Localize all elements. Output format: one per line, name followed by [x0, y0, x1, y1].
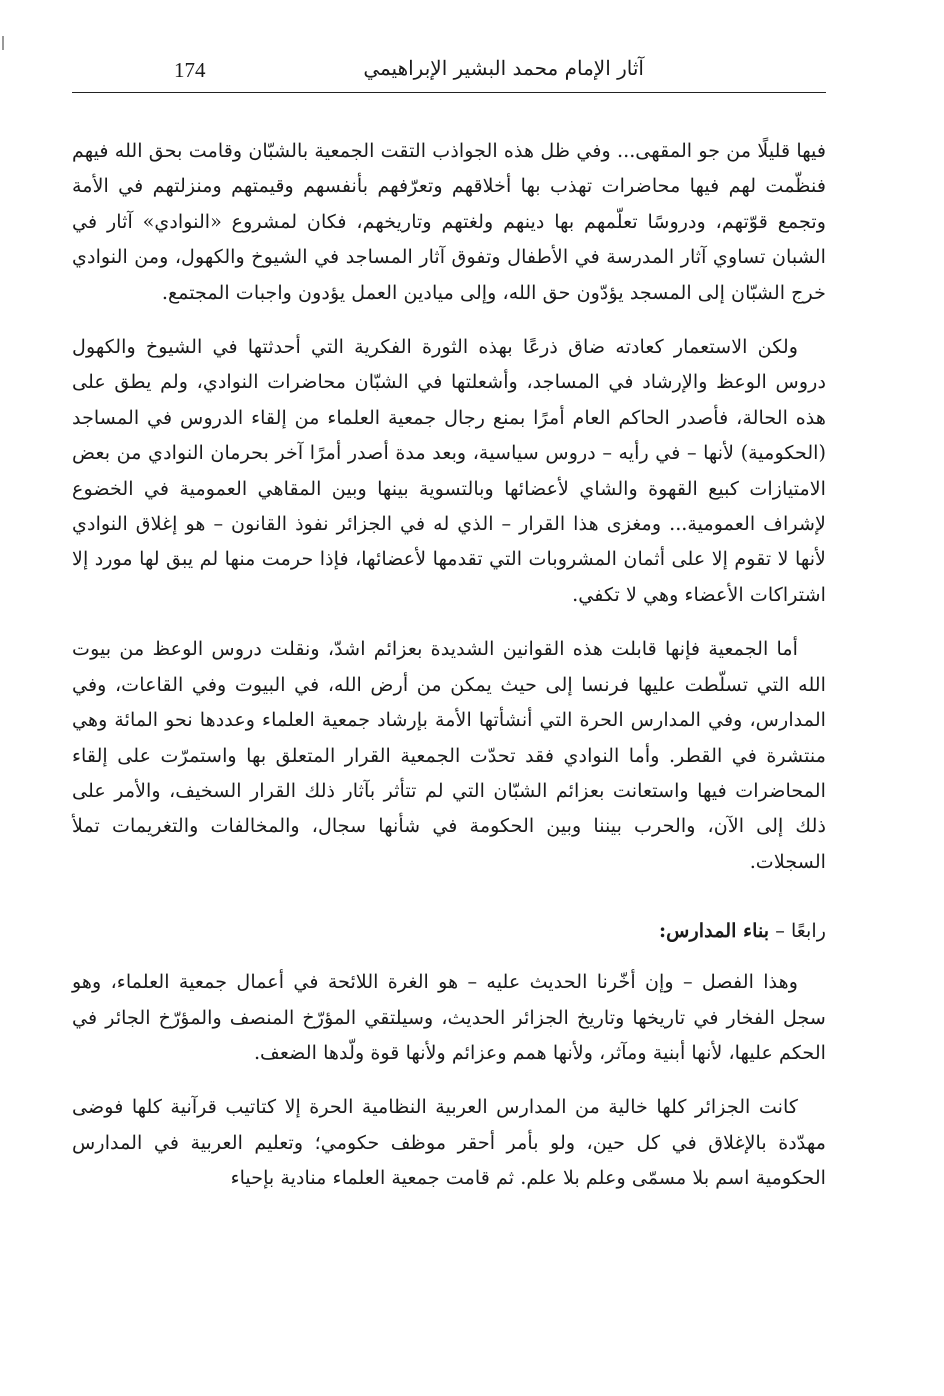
section-heading-prefix: رابعًا –: [769, 919, 826, 943]
page-number: 174: [174, 58, 206, 82]
paragraph-2: ولكن الاستعمار كعادته ضاق ذرعًا بهذه الثورة الفكرية التي أحدثتها في الشيوخ والكهول دروس الوعظ والإرشاد في المساجد، وأشعلتها في الشبّان محاضرات النوادي، ولم يطق على هذه الحالة، فأصدر الحاكم العام أمرًا بمنع رجال جمعية العلماء من إلقاء الدروس في المساجد (الحكومية) لأنها – في رأيه – دروس سياسية، وبعد مدة أصدر أمرًا آخر بحرمان النوادي من بعض الامتيازات كبيع القهوة والشاي لأعضائها وبالتسوية بينها وبين المقاهي العمومية في الخضوع لإشراف العمومية... ومغزى هذا القرار – الذي له في الجزائر نفوذ القانون – هو إغلاق النوادي لأنها لا تقوم إلا على أثمان المشروبات التي تقدمها لأعضائها، فإذا حرمت منها لم يبق لها مورد إلا اشتراكات الأعضاء وهي لا تكفي.: [72, 335, 826, 606]
running-title: آثار الإمام محمد البشير الإبراهيمي: [363, 56, 644, 80]
paragraph-5: كانت الجزائر كلها خالية من المدارس العربية النظامية الحرة إلا كتاتيب قرآنية كلها فوضى مهدّدة بالإغلاق في كل حين، ولو بأمر أحقر موظف حكومي؛ وتعليم العربية في المدارس الحكومية اسم بلا مسمّى وعلم بلا علم. ثم قامت جمعية العلماء منادية بإحياء: [72, 1095, 826, 1190]
running-header: [72, 50, 826, 93]
paragraph-4: وهذا الفصل – وإن أخّرنا الحديث عليه – هو الغرة اللائحة في أعمال جمعية العلماء، وهو سجل الفخار في تاريخها وتاريخ الجزائر الحديث، وسيلتقي المؤرّخ المنصف والمؤرّخ الجائر في الحكم عليها، لأنها أبنية ومآثر، ولأنها همم وعزائم ولأنها قوة ولّدها الضعف.: [72, 970, 826, 1064]
section-heading-colon: :: [659, 919, 667, 943]
section-heading-title: بناء المدارس: [666, 919, 770, 943]
scan-margin-mark: [2, 36, 4, 50]
paragraph-1: فيها قليلًا من جو المقهى... وفي ظل هذه الجواذب التقت الجمعية بالشبّان وقامت بحق الله فيهم فنظّمت لهم فيها محاضرات تهذب بها أخلاقهم وتعرّفهم بأنفسهم وقيمتهم ومنزلتهم في الأمة وتجمع قوّتهم، ودروسًا تعلّمهم بها دينهم ولغتهم وتاريخهم، فكان لمشروع «النوادي» آثار في الشبان تساوي آثار المدرسة في الأطفال وتفوق آثار المساجد في الشيوخ والكهول، ومن النوادي خرج الشبّان إلى المسجد يؤدّون حق الله، وإلى ميادين العمل يؤدون واجبات المجتمع.: [72, 139, 826, 304]
book-page: [72, 50, 826, 1370]
section-heading: [72, 913, 826, 948]
body-text: [72, 133, 826, 1196]
paragraph-3: أما الجمعية فإنها قابلت هذه القوانين الشديدة بعزائم اشدّ، ونقلت دروس الوعظ من بيوت الله التي تسلّطت عليها فرنسا إلى حيث يمكن من أرض الله، في البيوت وفي القاعات، وفي المدارس، وفي المدارس الحرة التي أنشأتها الأمة بإرشاد جمعية العلماء وعددها نحو المائة وهي منتشرة في القطر. وأما النوادي فقد تحدّت الجمعية القرار المتعلق بها واستمرّت على إلقاء المحاضرات فيها واستعانت بعزائم الشبّان التي لم تتأثر بآثار ذلك القرار السخيف، والأمر على ذلك إلى الآن، والحرب بيننا وبين الحكومة في شأنها سجال، والمخالفات والتغريمات تملأ السجلات.: [72, 637, 826, 873]
